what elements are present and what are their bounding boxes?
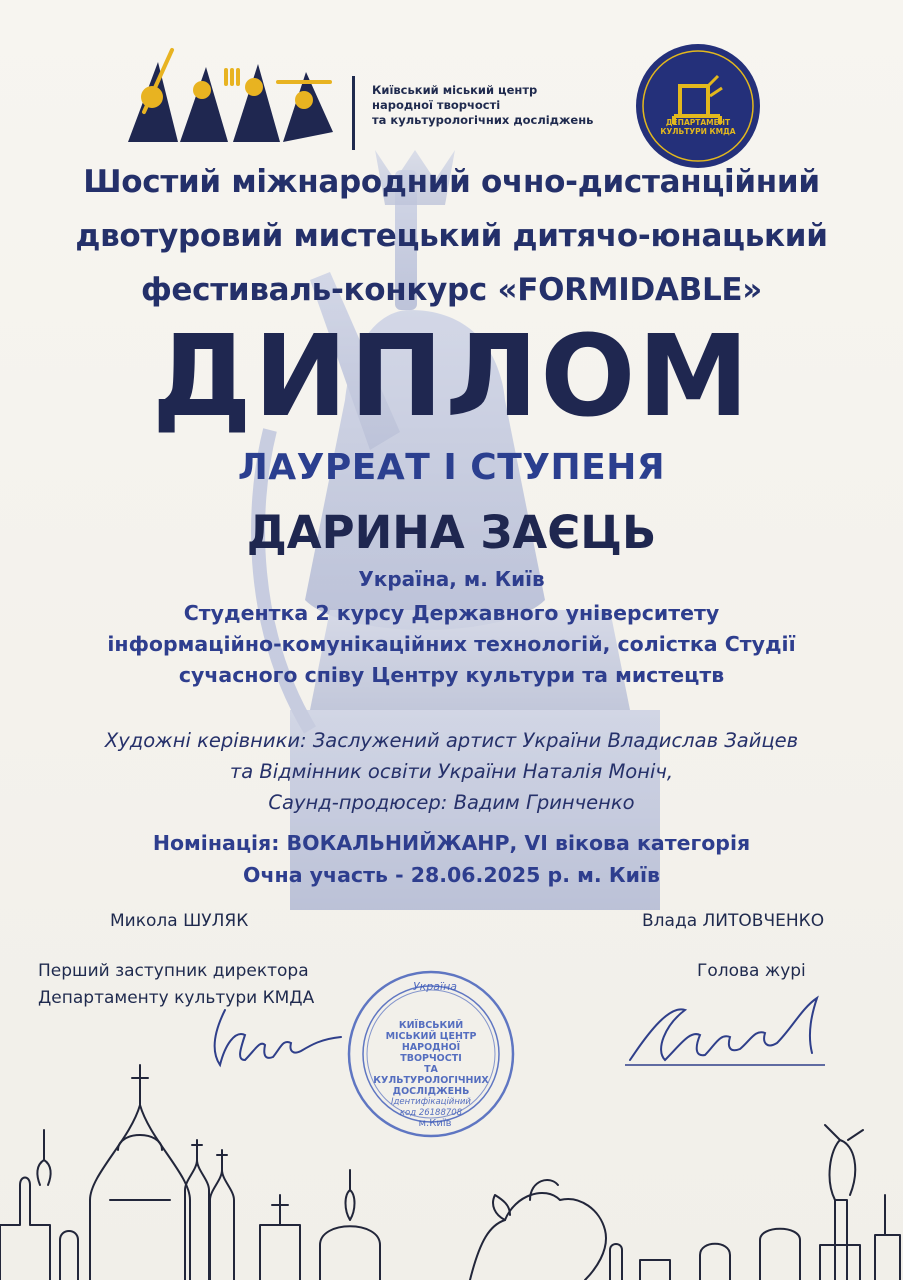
role-line: Департаменту культури КМДА bbox=[38, 988, 315, 1008]
attendance-date: Очна участь - 28.06.2025 р. м. Київ bbox=[243, 863, 660, 887]
stamp-country: Україна bbox=[412, 980, 458, 993]
stamp-id-line: код 26188708 bbox=[399, 1108, 463, 1118]
festival-title bbox=[0, 155, 903, 317]
stamp-line: МІСЬКИЙ ЦЕНТР bbox=[385, 1031, 477, 1042]
department-logo-icon bbox=[634, 42, 762, 170]
right-signatory-name: Влада ЛИТОВЧЕНКО bbox=[642, 911, 825, 931]
organization-line: народної творчості bbox=[372, 98, 501, 112]
festival-logo-icon bbox=[118, 42, 338, 152]
organization-line: Київський міський центр bbox=[372, 83, 538, 97]
description-line: сучасного співу Центру культури та мистецтв bbox=[178, 663, 725, 687]
organization-line: та культурологічних досліджень bbox=[372, 113, 594, 127]
right-signatory-role: Голова журі bbox=[697, 961, 806, 981]
role-line: Перший заступник директора bbox=[38, 961, 309, 981]
header-divider bbox=[352, 76, 355, 150]
stamp-line: ТА КУЛЬТУРОЛОГІЧНИХ bbox=[373, 1064, 489, 1086]
directors-line: Художні керівники: Заслужений артист України Владислав Зайцев bbox=[104, 729, 799, 752]
recipient-description bbox=[0, 598, 903, 691]
stamp-line: НАРОДНОЇ ТВОРЧОСТІ bbox=[400, 1042, 462, 1064]
festival-title-line: Шостий міжнародний очно-дистанційний bbox=[83, 164, 820, 200]
stamp-city: м.Київ bbox=[418, 1118, 452, 1129]
stamp-line: ДОСЛІДЖЕНЬ bbox=[392, 1086, 470, 1097]
description-line: Студентка 2 курсу Державного університету bbox=[183, 601, 720, 625]
directors-line: та Відмінник освіти України Наталія Моніч, bbox=[229, 760, 674, 783]
festival-title-line: двотуровий мистецький дитячо-юнацький bbox=[75, 218, 828, 254]
stamp-id-line: Ідентифікаційний bbox=[391, 1097, 471, 1107]
kyiv-skyline-icon bbox=[0, 1050, 903, 1280]
stamp-line: КИЇВСЬКИЙ bbox=[398, 1020, 464, 1031]
department-logo-label: ДЕПАРТАМЕНТ КУЛЬТУРИ КМДА bbox=[660, 118, 736, 136]
organization-name bbox=[372, 83, 622, 128]
directors-line: Саунд-продюсер: Вадим Гринченко bbox=[268, 791, 635, 814]
festival-title-line: фестиваль-конкурс «FORMIDABLE» bbox=[140, 272, 763, 308]
recipient-location: Україна, м. Київ bbox=[358, 567, 545, 591]
description-line: інформаційно-комунікаційних технологій, солістка Студії bbox=[107, 632, 796, 656]
artistic-directors bbox=[0, 725, 903, 818]
header bbox=[0, 20, 903, 150]
award-level: ЛАУРЕАТ І СТУПЕНЯ bbox=[237, 447, 666, 488]
recipient-name: ДАРИНА ЗАЄЦЬ bbox=[246, 506, 657, 559]
nomination: Номінація: ВОКАЛЬНИЙЖАНР, VI вікова категорія bbox=[152, 831, 751, 855]
left-signatory-name: Микола ШУЛЯК bbox=[110, 911, 249, 931]
diploma-heading: ДИПЛОМ bbox=[152, 312, 751, 442]
